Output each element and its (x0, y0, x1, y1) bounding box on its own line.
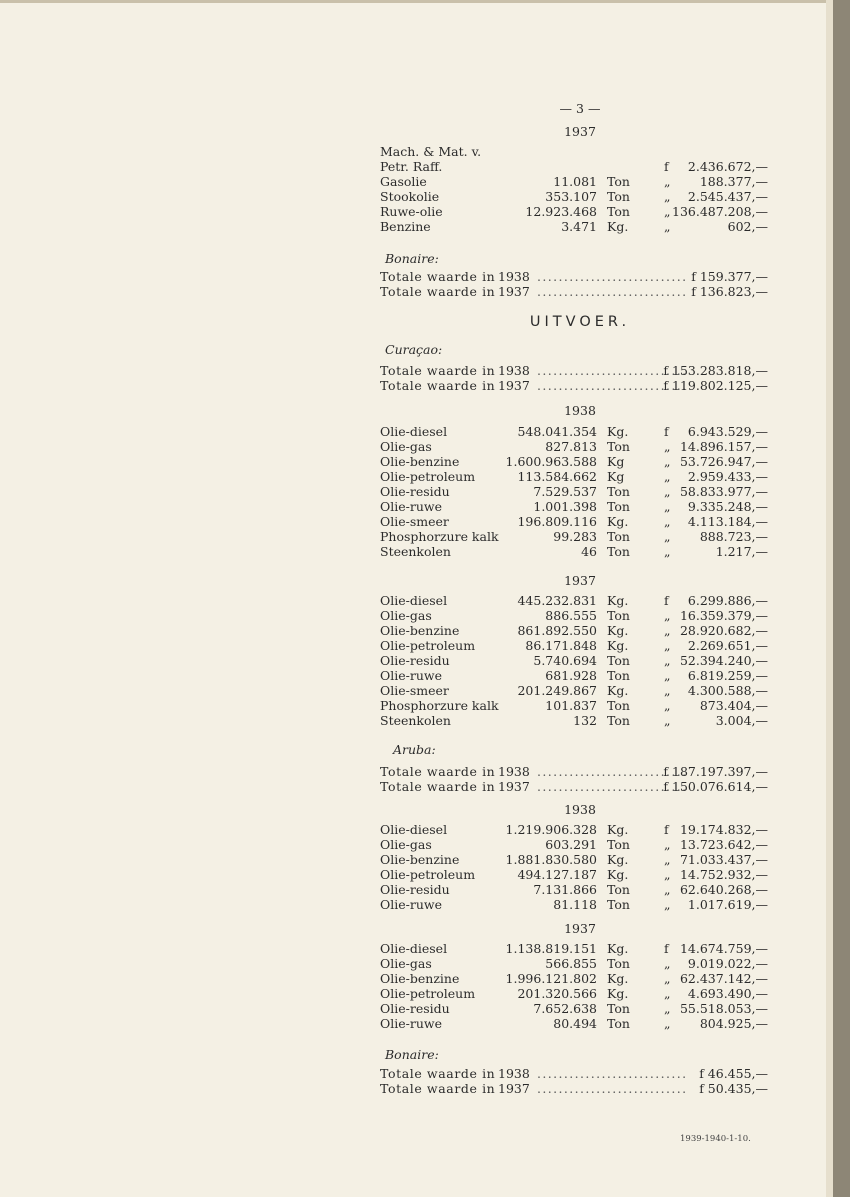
currency-mark: „ (664, 683, 671, 698)
table-row (380, 1001, 780, 1016)
unit: Kg. (607, 593, 629, 608)
value: 4.693.490,— (687, 986, 768, 1001)
section-title-curacao: Curaçao: (385, 342, 443, 357)
total-label: Totale waarde in (380, 1066, 496, 1081)
item-name: Olie-smeer (380, 683, 449, 698)
quantity: 1.600.963.588 (505, 454, 597, 469)
currency-mark: „ (664, 837, 671, 852)
item-name: Ruwe-olie (380, 204, 443, 219)
table-row (380, 484, 780, 499)
unit: Kg. (607, 424, 629, 439)
table-row (380, 653, 780, 668)
item-name: Olie-petroleum (380, 867, 476, 882)
quantity: 1.881.830.580 (505, 852, 597, 867)
value: 873.404,— (699, 698, 768, 713)
value: 28.920.682,— (679, 623, 768, 638)
table-row (380, 683, 780, 698)
value: 602,— (727, 219, 768, 234)
unit: Kg. (607, 822, 629, 837)
unit: Ton (607, 713, 630, 728)
value: 55.518.053,— (679, 1001, 768, 1016)
item-name: Olie-gas (380, 837, 432, 852)
currency-mark: „ (664, 638, 671, 653)
quantity: 80.494 (553, 1016, 597, 1031)
total-line (380, 269, 780, 284)
currency-mark: „ (664, 623, 671, 638)
total-line (380, 363, 780, 378)
currency-mark: „ (664, 439, 671, 454)
quantity: 81.118 (553, 897, 597, 912)
item-name: Olie-residu (380, 484, 450, 499)
unit: Ton (607, 1016, 630, 1031)
table-row (380, 514, 780, 529)
value: 1.017.619,— (687, 897, 768, 912)
total-year: 1937 (498, 378, 530, 393)
value: 9.019.022,— (687, 956, 768, 971)
currency-mark: „ (664, 484, 671, 499)
value: 188.377,— (699, 174, 768, 189)
page-number: — 3 — (559, 101, 601, 116)
value: 62.437.142,— (679, 971, 768, 986)
value: 14.896.157,— (679, 439, 768, 454)
table-row (380, 608, 780, 623)
unit: Kg. (607, 683, 629, 698)
currency-mark: „ (664, 544, 671, 559)
currency-mark: f (664, 159, 669, 174)
total-line (380, 764, 780, 779)
quantity: 861.892.550 (517, 623, 597, 638)
total-line (380, 378, 780, 393)
currency-mark: „ (664, 499, 671, 514)
total-value: f 50.435,— (699, 1081, 768, 1096)
item-name: Olie-petroleum (380, 469, 476, 484)
quantity: 7.652.638 (533, 1001, 597, 1016)
table-row (380, 941, 780, 956)
value: 53.726.947,— (679, 454, 768, 469)
total-year: 1938 (498, 269, 530, 284)
unit: Ton (607, 698, 630, 713)
item-name: Phosphorzure kalk (380, 529, 499, 544)
item-name: Olie-diesel (380, 941, 448, 956)
unit: Kg. (607, 971, 629, 986)
table-row (380, 1016, 780, 1031)
quantity: 603.291 (545, 837, 597, 852)
unit: Kg. (607, 941, 629, 956)
table-row (380, 971, 780, 986)
table-row (380, 204, 780, 219)
value: 52.394.240,— (679, 653, 768, 668)
total-line (380, 1066, 780, 1081)
value: 804.925,— (699, 1016, 768, 1031)
value: 58.833.977,— (679, 484, 768, 499)
leader-dots: ............................ (537, 1066, 688, 1081)
quantity: 201.249.867 (517, 683, 597, 698)
table-row (380, 454, 780, 469)
quantity: 113.584.662 (517, 469, 597, 484)
unit: Ton (607, 837, 630, 852)
currency-mark: „ (664, 189, 671, 204)
unit: Ton (607, 189, 630, 204)
unit: Ton (607, 668, 630, 683)
page-top-shadow (0, 0, 833, 3)
value: 19.174.832,— (679, 822, 768, 837)
item-name: Petr. Raff. (380, 159, 443, 174)
leader-dots: ............................ (537, 764, 688, 779)
table-row (380, 956, 780, 971)
table-row (380, 499, 780, 514)
item-name: Olie-petroleum (380, 986, 476, 1001)
currency-mark: „ (664, 971, 671, 986)
unit: Ton (607, 882, 630, 897)
quantity: 353.107 (545, 189, 597, 204)
quantity: 7.131.866 (533, 882, 597, 897)
leader-dots: ............................ (537, 1081, 688, 1096)
item-name: Olie-benzine (380, 971, 460, 986)
currency-mark: „ (664, 1016, 671, 1031)
unit: Ton (607, 484, 630, 499)
item-name: Olie-petroleum (380, 638, 476, 653)
table-row (380, 822, 780, 837)
total-value: f 150.076.614,— (663, 779, 768, 794)
quantity: 566.855 (545, 956, 597, 971)
leader-dots: ............................ (537, 284, 688, 299)
value: 2.436.672,— (687, 159, 768, 174)
currency-mark: „ (664, 986, 671, 1001)
currency-mark: f (664, 941, 669, 956)
item-name: Benzine (380, 219, 431, 234)
item-name: Olie-benzine (380, 852, 460, 867)
unit: Ton (607, 897, 630, 912)
table-row (380, 424, 780, 439)
total-year: 1937 (498, 1081, 530, 1096)
total-label: Totale waarde in (380, 1081, 496, 1096)
value: 2.269.651,— (687, 638, 768, 653)
value: 3.004,— (715, 713, 768, 728)
quantity: 681.928 (545, 668, 597, 683)
item-name: Olie-benzine (380, 623, 460, 638)
quantity: 1.138.819.151 (505, 941, 597, 956)
total-year: 1938 (498, 1066, 530, 1081)
table-row (380, 469, 780, 484)
currency-mark: „ (664, 713, 671, 728)
unit: Ton (607, 544, 630, 559)
total-label: Totale waarde in (380, 779, 496, 794)
quantity: 46 (581, 544, 597, 559)
table-row (380, 867, 780, 882)
value: 14.674.759,— (679, 941, 768, 956)
currency-mark: „ (664, 867, 671, 882)
unit: Ton (607, 1001, 630, 1016)
currency-mark: „ (664, 882, 671, 897)
quantity: 1.219.906.328 (505, 822, 597, 837)
item-name: Olie-ruwe (380, 499, 442, 514)
value: 9.335.248,— (687, 499, 768, 514)
item-name: Olie-gas (380, 439, 432, 454)
table-row (380, 986, 780, 1001)
table-row (380, 668, 780, 683)
total-value: f 119.802.125,— (663, 378, 768, 393)
section-title-bonaire: Bonaire: (385, 251, 439, 266)
total-label: Totale waarde in (380, 363, 496, 378)
unit: Ton (607, 204, 630, 219)
value: 1.217,— (715, 544, 768, 559)
currency-mark: „ (664, 174, 671, 189)
value: 4.300.588,— (687, 683, 768, 698)
total-label: Totale waarde in (380, 764, 496, 779)
item-name: Olie-ruwe (380, 1016, 442, 1031)
value: 2.959.433,— (687, 469, 768, 484)
section-header-line: Mach. & Mat. v. (380, 144, 482, 159)
table-row (380, 897, 780, 912)
quantity: 12.923.468 (525, 204, 597, 219)
item-name: Olie-ruwe (380, 668, 442, 683)
value: 6.819.259,— (687, 668, 768, 683)
total-year: 1938 (498, 363, 530, 378)
year-heading: 1937 (564, 921, 596, 936)
unit: Kg. (607, 219, 629, 234)
page-edge-strip (826, 0, 833, 1197)
currency-mark: „ (664, 469, 671, 484)
leader-dots: ............................ (537, 363, 688, 378)
unit: Kg (607, 469, 625, 484)
table-row (380, 159, 780, 174)
quantity: 445.232.831 (517, 593, 597, 608)
currency-mark: „ (664, 608, 671, 623)
table-row (380, 219, 780, 234)
leader-dots: ............................ (537, 378, 688, 393)
unit: Ton (607, 608, 630, 623)
unit: Ton (607, 529, 630, 544)
total-label: Totale waarde in (380, 284, 496, 299)
value: 888.723,— (699, 529, 768, 544)
quantity: 1.996.121.802 (505, 971, 597, 986)
unit: Kg. (607, 514, 629, 529)
currency-mark: „ (664, 698, 671, 713)
currency-mark: f (664, 424, 669, 439)
quantity: 132 (573, 713, 597, 728)
value: 6.943.529,— (687, 424, 768, 439)
print-code: 1939-1940-1-10. (680, 1134, 751, 1144)
currency-mark: „ (664, 454, 671, 469)
quantity: 886.555 (545, 608, 597, 623)
leader-dots: ............................ (537, 269, 688, 284)
item-name: Olie-residu (380, 882, 450, 897)
value: 6.299.886,— (687, 593, 768, 608)
total-line (380, 779, 780, 794)
quantity: 7.529.537 (533, 484, 597, 499)
item-name: Steenkolen (380, 544, 451, 559)
value: 71.033.437,— (679, 852, 768, 867)
value: 2.545.437,— (687, 189, 768, 204)
item-name: Phosphorzure kalk (380, 698, 499, 713)
unit: Kg. (607, 623, 629, 638)
value: 13.723.642,— (679, 837, 768, 852)
item-name: Olie-residu (380, 653, 450, 668)
table-row (380, 593, 780, 608)
item-name: Olie-smeer (380, 514, 449, 529)
item-name: Steenkolen (380, 713, 451, 728)
value: 14.752.932,— (679, 867, 768, 882)
table-row (380, 544, 780, 559)
total-year: 1937 (498, 779, 530, 794)
item-name: Stookolie (380, 189, 440, 204)
currency-mark: f (664, 593, 669, 608)
total-label: Totale waarde in (380, 269, 496, 284)
total-value: f 153.283.818,— (663, 363, 768, 378)
unit: Ton (607, 956, 630, 971)
table-row (380, 174, 780, 189)
uitvoer-heading: UITVOER. (529, 314, 631, 330)
total-year: 1937 (498, 284, 530, 299)
unit: Ton (607, 653, 630, 668)
currency-mark: „ (664, 514, 671, 529)
quantity: 494.127.187 (517, 867, 597, 882)
scan-background-edge (833, 0, 850, 1197)
currency-mark: „ (664, 653, 671, 668)
unit: Kg. (607, 852, 629, 867)
value: 16.359.379,— (679, 608, 768, 623)
currency-mark: „ (664, 956, 671, 971)
quantity: 196.809.116 (517, 514, 597, 529)
year-heading: 1938 (564, 802, 596, 817)
currency-mark: „ (664, 204, 671, 219)
table-row (380, 882, 780, 897)
table-row (380, 837, 780, 852)
section-title-bonaire: Bonaire: (385, 1047, 439, 1062)
quantity: 201.320.566 (517, 986, 597, 1001)
table-row (380, 638, 780, 653)
unit: Kg. (607, 986, 629, 1001)
table-row (380, 698, 780, 713)
quantity: 101.837 (545, 698, 597, 713)
unit: Kg. (607, 638, 629, 653)
currency-mark: „ (664, 668, 671, 683)
total-value: f 187.197.397,— (663, 764, 768, 779)
total-line (380, 1081, 780, 1096)
quantity: 86.171.848 (525, 638, 597, 653)
currency-mark: „ (664, 529, 671, 544)
item-name: Olie-gas (380, 608, 432, 623)
leader-dots: ............................ (537, 779, 688, 794)
item-name: Olie-ruwe (380, 897, 442, 912)
item-name: Gasolie (380, 174, 427, 189)
quantity: 827.813 (545, 439, 597, 454)
total-label: Totale waarde in (380, 378, 496, 393)
quantity: 3.471 (561, 219, 597, 234)
unit: Ton (607, 439, 630, 454)
total-line (380, 284, 780, 299)
quantity: 11.081 (553, 174, 597, 189)
table-row (380, 439, 780, 454)
unit: Kg. (607, 867, 629, 882)
value: 4.113.184,— (687, 514, 768, 529)
table-row (380, 189, 780, 204)
total-value: f 136.823,— (691, 284, 768, 299)
quantity: 5.740.694 (533, 653, 597, 668)
item-name: Olie-diesel (380, 593, 448, 608)
value: 62.640.268,— (679, 882, 768, 897)
unit: Kg (607, 454, 625, 469)
section-title-aruba: Aruba: (393, 742, 436, 757)
currency-mark: „ (664, 852, 671, 867)
table-row (380, 852, 780, 867)
currency-mark: „ (664, 219, 671, 234)
quantity: 1.001.398 (533, 499, 597, 514)
currency-mark: f (664, 822, 669, 837)
currency-mark: „ (664, 897, 671, 912)
table-row (380, 713, 780, 728)
unit: Ton (607, 499, 630, 514)
year-heading: 1937 (564, 124, 596, 139)
total-value: f 159.377,— (691, 269, 768, 284)
table-row (380, 623, 780, 638)
total-value: f 46.455,— (699, 1066, 768, 1081)
unit: Ton (607, 174, 630, 189)
value: 136.487.208,— (672, 204, 768, 219)
item-name: Olie-residu (380, 1001, 450, 1016)
item-name: Olie-benzine (380, 454, 460, 469)
item-name: Olie-gas (380, 956, 432, 971)
quantity: 548.041.354 (517, 424, 597, 439)
item-name: Olie-diesel (380, 822, 448, 837)
table-row (380, 529, 780, 544)
item-name: Olie-diesel (380, 424, 448, 439)
year-heading: 1938 (564, 403, 596, 418)
total-year: 1938 (498, 764, 530, 779)
quantity: 99.283 (553, 529, 597, 544)
year-heading: 1937 (564, 573, 596, 588)
currency-mark: „ (664, 1001, 671, 1016)
